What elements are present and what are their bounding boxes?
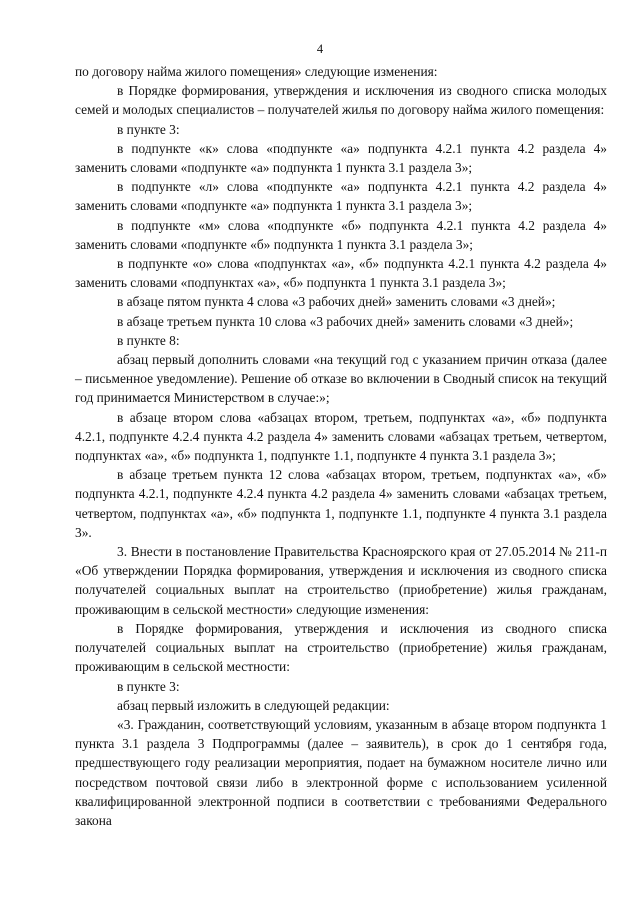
paragraph-item-4-fifth: в абзаце пятом пункта 4 слова «3 рабочих дней» заменить словами «3 дней»; [117,294,556,310]
paragraph-order-rural: в Порядке формирования, утверждения и исключения из сводного списка получателей социальных выплат на строительство (приобретение) жилья гражданам, проживающим в сельской местности: [75,620,607,675]
paragraph-rural-item-3-heading: в пункте 3: [117,678,180,694]
paragraph-subitem-m: в подпункте «м» слова «подпункте «б» подпункта 4.2.1 пункта 4.2 раздела 4» заменить словами «подпункте «б» подпункта 1 пункта 3.1 раздела 3»; [75,217,607,252]
paragraph-rural-first-new-wording: абзац первый изложить в следующей редакции: [117,697,390,713]
paragraph-rural-item-3-text: «3. Гражданин, соответствующий условиям, указанным в абзаце втором подпункта 1 пункта 3.1 раздела 3 Подпрограммы (далее – заявитель), в срок до 1 сентября года, предшествующего году реализации мероприятия, подает на бумажном носителе лично или посредством почтовой связи либо в электронной форме с использованием усиленной квалифицированной электронной подписи в соответствии с требованиями Федерального закона [75,716,607,828]
document-body [75,62,607,830]
paragraph-section-3: 3. Внести в постановление Правительства Красноярского края от 27.05.2014 № 211-п «Об утверждении Порядка формирования, утверждения и исключения из сводного списка получателей социальных выплат на строительство (приобретение) жилья гражданам, проживающим в сельской местности» следующие изменения: [75,544,607,617]
paragraph-subitem-k: в подпункте «к» слова «подпункте «а» подпункта 4.2.1 пункта 4.2 раздела 4» заменить словами «подпункте «а» подпункта 1 пункта 3.1 раздела 3»; [75,140,607,176]
paragraph-item-8-heading: в пункте 8: [117,332,180,348]
paragraph-item-3-heading: в пункте 3: [117,121,180,137]
paragraph-subitem-o: в подпункте «о» слова «подпунктах «а», «б» подпункта 4.2.1 пункта 4.2 раздела 4» заменить словами «подпунктах «а», «б» подпункта 1 пункта 3.1 раздела 3»; [75,256,607,291]
paragraph-item-12-third: в абзаце третьем пункта 12 слова «абзацах втором, третьем, подпунктах «а», «б» подпункта 4.2.1, подпункте 4.2.4 пункта 4.2 раздела 4» заменить словами «абзацах третьем, четвертом, подпунктах «а», «б» подпункта 1, подпункте 1.1, подпункте 4 пункта 3.1 раздела 3». [75,467,607,540]
page-number: 4 [316,42,324,56]
paragraph-order-young-families: в Порядке формирования, утверждения и исключения из сводного списка молодых семей и молодых специалистов – получателей жилья по договору найма жилого помещения: [75,83,607,118]
paragraph-item-8-first: абзац первый дополнить словами «на текущий год с указанием причин отказа (далее – письменное уведомление). Решение об отказе во включении в Сводный список на текущий год принимается Министерством в случае:»; [75,352,607,406]
paragraph-subitem-l: в подпункте «л» слова «подпункте «а» подпункта 4.2.1 пункта 4.2 раздела 4» заменить словами «подпункте «а» подпункта 1 пункта 3.1 раздела 3»; [75,179,607,214]
paragraph-intro: по договору найма жилого помещения» следующие изменения: [75,64,438,79]
paragraph-item-8-second: в абзаце втором слова «абзацах втором, третьем, подпунктах «а», «б» подпункта 4.2.1, подпункте 4.2.4 пункта 4.2 раздела 4» заменить словами «абзацах третьем, четвертом, подпунктах «а», «б» подпункта 1, подпункте 1.1, подпункте 4 пункта 3.1 раздела 3»; [75,409,607,464]
paragraph-item-10-third: в абзаце третьем пункта 10 слова «3 рабочих дней» заменить словами «3 дней»; [117,313,574,329]
